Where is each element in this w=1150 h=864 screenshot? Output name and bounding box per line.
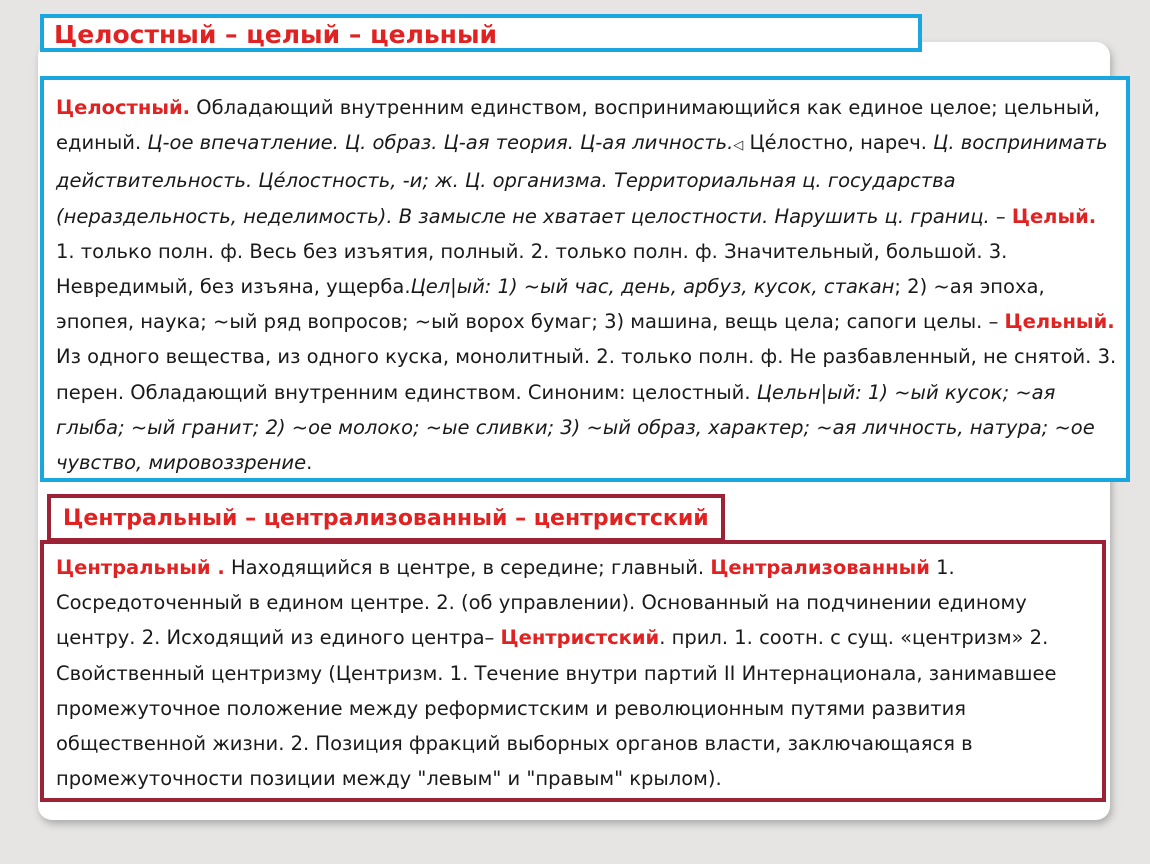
definition-text: . прил. 1. соотн. с сущ. «центризм» 2. Свойственный центризму (Центризм. 1. Течение внутри партий II Интернационала, занимавшее промежуточное положение между реформистским и революционным путями развития общественной жизни. 2. Позиция фракций выборных органов власти, заключающаяся в промежуточности позиции между "левым" и "правым" крылом). [56, 626, 1057, 791]
definition-text: Обладающий внутренним единством, воспринимающийся как единое целое; цельный, единый. [56, 96, 1101, 155]
term-tselostny: Целостный. [56, 96, 191, 119]
definition-box-tselostny [40, 76, 1130, 482]
term-tsentralizovanny: Централизованный [710, 556, 930, 579]
usage-examples: Ц-ое впечатление. Ц. образ. Ц-ая теория. Ц-ая личность. [141, 131, 734, 155]
usage-examples: Цельн|ый: 1) ~ый кусок; ~ая глыба; ~ый гранит; 2) ~ое молоко; ~ые сливки; 3) ~ый образ, характер; ~ая личность, натура; ~ое чувство, мировоззрение [56, 380, 1095, 475]
usage-examples: Цел|ый: 1) ~ый час, день, арбуз, кусок, стакан [410, 275, 895, 299]
section-title-tselostny: Целостный – целый – цельный [40, 14, 922, 52]
definition-text: . [306, 451, 313, 475]
definition-text: – [989, 204, 1012, 228]
definition-text: ; 2) ~ая эпоха, эпопея, наука; ~ый ряд вопросов; ~ый ворох бумаг; 3) машина, вещь цела; сапоги целы. – [56, 275, 1045, 334]
definition-text: Из одного вещества, из одного куска, монолитный. 2. только полн. ф. Не разбавленный, не снятой. 3. перен. Обладающий внутренним единством. Синоним: целостный. [56, 345, 1117, 404]
definition-text: Це́лостно, нареч. [743, 131, 927, 155]
triangle-marker-icon: ◁ [733, 138, 744, 154]
definition-text: 1. только полн. ф. Весь без изъятия, полный. 2. только полн. ф. Значительный, большой. 3. Невредимый, без изъяна, ущерба. [56, 239, 1008, 299]
term-tselny: Цельный. [1004, 310, 1115, 334]
term-tsentralny: Центральный . [56, 556, 225, 579]
term-tsely: Целый. [1011, 204, 1097, 228]
section-title-tsentralny: Центральный – централизованный – центристский [47, 494, 725, 542]
definition-text: Находящийся в центре, в середине; главный. [224, 556, 711, 579]
term-tsentristsky: Центристский [500, 626, 660, 650]
definition-text: 1. Сосредоточенный в едином центре. 2. (об управлении). Основанный на подчинении единому центру. 2. Исходящий из единого центра– [56, 556, 1027, 650]
usage-examples: Ц. воспринимать действительность. Це́лостность, -и; ж. Ц. организма. Территориальная ц. государства (нераздельность, неделимость). В замысле не хватает целостности. Нарушить ц. границ. [56, 131, 1108, 228]
definition-box-tsentralny [40, 540, 1106, 802]
